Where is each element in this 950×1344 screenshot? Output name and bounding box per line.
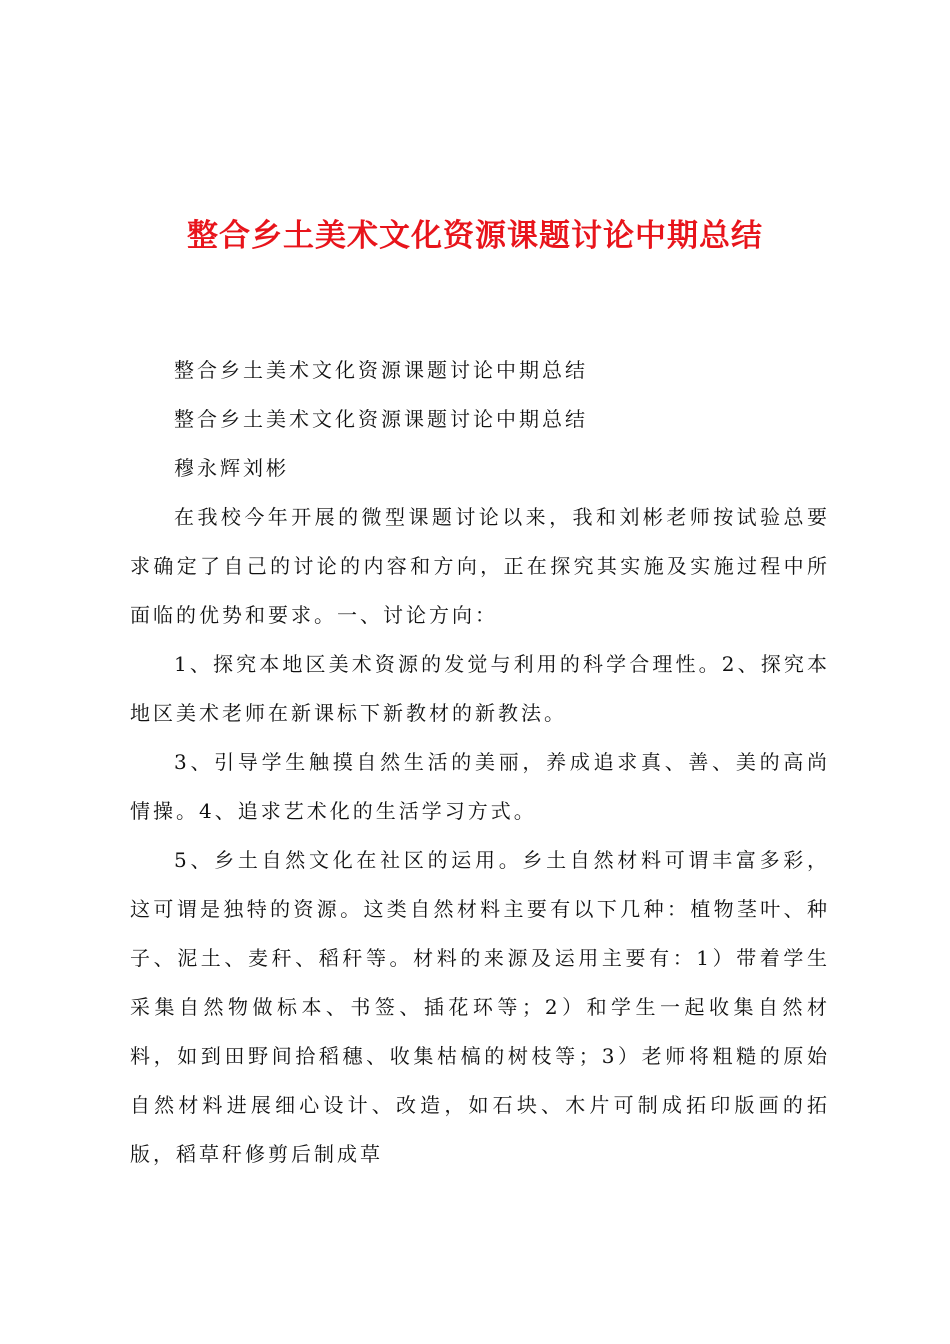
paragraph-intro: 在我校今年开展的微型课题讨论以来，我和刘彬老师按试验总要求确定了自己的讨论的内容和方向，正在探究其实施及实施过程中所面临的优势和要求。一、讨论方向： bbox=[130, 505, 830, 627]
document-body bbox=[130, 346, 830, 1179]
subtitle-line-1: 整合乡土美术文化资源课题讨论中期总结 bbox=[174, 358, 588, 382]
paragraph-direction-5: 5、乡土自然文化在社区的运用。乡土自然材料可谓丰富多彩，这可谓是独特的资源。这类自然材料主要有以下几种：植物茎叶、种子、泥土、麦秆、稻秆等。材料的来源及运用主要有：1）带着学生采集自然物做标本、书签、插花环等；2）和学生一起收集自然材料，如到田野间拾稻穗、收集枯槁的树枝等；3）老师将粗糙的原始自然材料进展细心设计、改造，如石块、木片可制成拓印版画的拓版，稻草秆修剪后制成草 bbox=[130, 848, 830, 1166]
document-title: 整合乡土美术文化资源课题讨论中期总结 bbox=[187, 218, 763, 254]
paragraph-direction-3-4: 3、引导学生触摸自然生活的美丽，养成追求真、善、美的高尚情操。4、追求艺术化的生活学习方式。 bbox=[130, 750, 830, 823]
subtitle-line-2: 整合乡土美术文化资源课题讨论中期总结 bbox=[174, 407, 588, 431]
authors-line: 穆永辉刘彬 bbox=[174, 456, 289, 480]
paragraph-direction-1-2: 1、探究本地区美术资源的发觉与利用的科学合理性。2、探究本地区美术老师在新课标下新教材的新教法。 bbox=[130, 652, 830, 725]
